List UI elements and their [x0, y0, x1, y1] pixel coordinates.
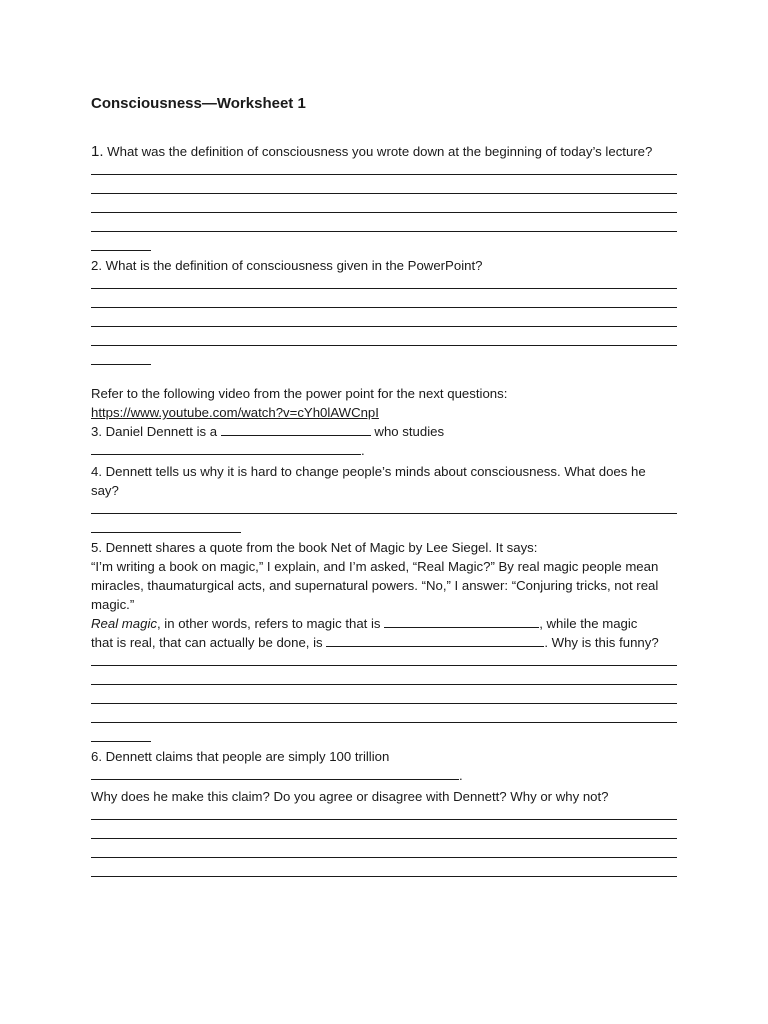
question-6-period: .: [459, 768, 463, 783]
answer-line[interactable]: [91, 690, 677, 709]
answer-line[interactable]: [91, 844, 677, 863]
answer-blank[interactable]: [384, 614, 539, 628]
answer-line[interactable]: [91, 161, 677, 180]
question-1: [91, 142, 677, 161]
question-5-text-c: that is real, that can actually be done, is: [91, 635, 327, 650]
question-6-followup: Why does he make this claim? Do you agree or disagree with Dennett? Why or why not?: [91, 789, 609, 804]
answer-line[interactable]: [91, 825, 677, 844]
answer-line[interactable]: [91, 806, 677, 825]
answer-line[interactable]: [91, 863, 677, 882]
answer-line[interactable]: [91, 180, 677, 199]
question-5-text-a: , in other words, refers to magic that is: [156, 616, 385, 631]
answer-line[interactable]: [91, 332, 677, 351]
answer-line[interactable]: [91, 652, 677, 671]
answer-line[interactable]: [91, 199, 677, 218]
question-5-line-2: [91, 633, 677, 652]
question-5-line-1: [91, 614, 677, 633]
question-5-text-b: , while the magic: [539, 616, 638, 631]
worksheet-title: Consciousness—Worksheet 1: [91, 95, 306, 112]
question-3: [91, 422, 677, 441]
question-1-number: 1.: [91, 143, 104, 160]
question-6-line-2: [91, 766, 677, 785]
question-6: 6. Dennett claims that people are simply 100 trillion: [91, 749, 390, 764]
answer-blank[interactable]: [221, 422, 371, 436]
answer-line-short[interactable]: [91, 519, 677, 538]
answer-line[interactable]: [91, 218, 677, 237]
worksheet-content: [91, 142, 677, 882]
question-5-quote: “I’m writing a book on magic,” I explain, and I’m asked, “Real Magic?” By real magic people mean miracles, thaumaturgical acts, and supernatural powers. “No,” I answer: “Conjuring tricks, not real magic.”: [91, 559, 659, 612]
question-1-text: What was the definition of consciousness you wrote down at the beginning of today’s lecture?: [103, 144, 653, 159]
answer-blank[interactable]: [91, 441, 361, 455]
answer-line[interactable]: [91, 671, 677, 690]
answer-line[interactable]: [91, 313, 677, 332]
video-link[interactable]: https://www.youtube.com/watch?v=cYh0lAWCnpI: [91, 405, 379, 420]
real-magic-italic: Real magic: [91, 616, 157, 631]
answer-blank[interactable]: [326, 633, 544, 647]
question-2: 2. What is the definition of consciousness given in the PowerPoint?: [91, 258, 483, 273]
answer-blank[interactable]: [91, 766, 459, 780]
answer-line-short[interactable]: [91, 728, 677, 747]
answer-line[interactable]: [91, 275, 677, 294]
question-4: 4. Dennett tells us why it is hard to change people’s minds about consciousness. What does he say?: [91, 464, 646, 498]
question-3-line-2: [91, 441, 677, 460]
answer-line-short[interactable]: [91, 351, 677, 370]
answer-line[interactable]: [91, 500, 677, 519]
video-intro: Refer to the following video from the power point for the next questions:: [91, 386, 508, 401]
question-5-intro: 5. Dennett shares a quote from the book Net of Magic by Lee Siegel. It says:: [91, 540, 538, 555]
question-3-period: .: [361, 443, 365, 458]
question-3-text-b: who studies: [370, 424, 445, 439]
answer-line[interactable]: [91, 709, 677, 728]
question-5-text-d: . Why is this funny?: [544, 635, 659, 650]
answer-line-short[interactable]: [91, 237, 677, 256]
answer-line[interactable]: [91, 294, 677, 313]
question-3-text-a: 3. Daniel Dennett is a: [91, 424, 221, 439]
